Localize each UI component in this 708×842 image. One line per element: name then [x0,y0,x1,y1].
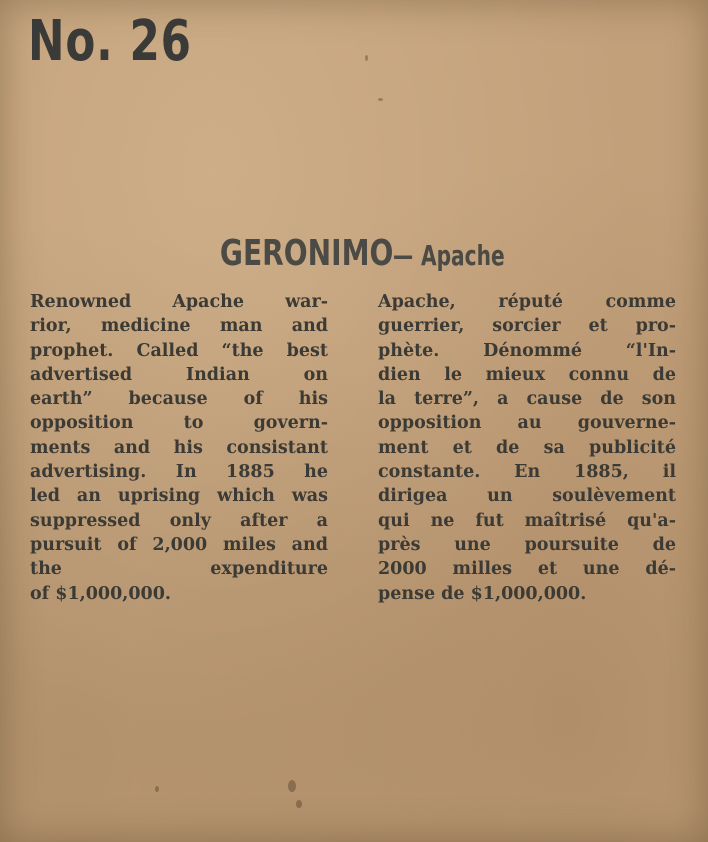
french-line: la terre”, a cause de son [378,389,676,410]
ink-speck [288,780,296,792]
title-separator: — [393,239,414,272]
english-line: earth” because of his [30,389,328,410]
french-text-column [378,290,676,606]
english-line: advertising. In 1885 he [30,462,328,483]
ink-speck [155,786,159,792]
english-line: ments and his consistant [30,437,328,458]
french-line: Apache, réputé comme [378,292,676,312]
ink-speck [365,55,368,61]
ink-speck [378,98,383,101]
english-line: pursuit of 2,000 miles and [30,534,328,555]
card-title [0,233,708,274]
french-line: constante. En 1885, il [378,462,676,483]
french-line: dirigea un soulèvement [378,486,676,507]
title-name: GERONIMO [219,233,394,274]
english-line: advertised Indian on [30,364,328,385]
card-number: No. 26 [28,9,192,74]
french-line: dien le mieux connu de [378,364,676,385]
english-line: led an uprising which was [30,486,328,507]
english-line: prophet. Called “the best [30,340,328,361]
english-line: the expenditure [30,559,328,580]
english-line: opposition to govern- [30,413,328,434]
french-line: phète. Dénommé “l'In- [378,340,676,361]
french-line: pense de $1,000,000. [378,583,587,604]
english-line: rior, medicine man and [30,316,328,337]
french-line: ment et de sa publicité [378,437,676,458]
english-line: of $1,000,000. [30,583,171,604]
title-tribe: Apache [421,239,505,272]
french-line: qui ne fut maîtrisé qu'a- [378,510,676,531]
english-line: Renowned Apache war- [30,292,328,312]
french-line: guerrier, sorcier et pro- [378,316,676,337]
english-text-column [30,290,328,606]
english-line: suppressed only after a [30,510,328,531]
french-line: près une poursuite de [378,534,676,555]
french-line: opposition au gouverne- [378,413,676,434]
french-line: 2000 milles et une dé- [378,559,676,580]
ink-speck [296,800,302,808]
